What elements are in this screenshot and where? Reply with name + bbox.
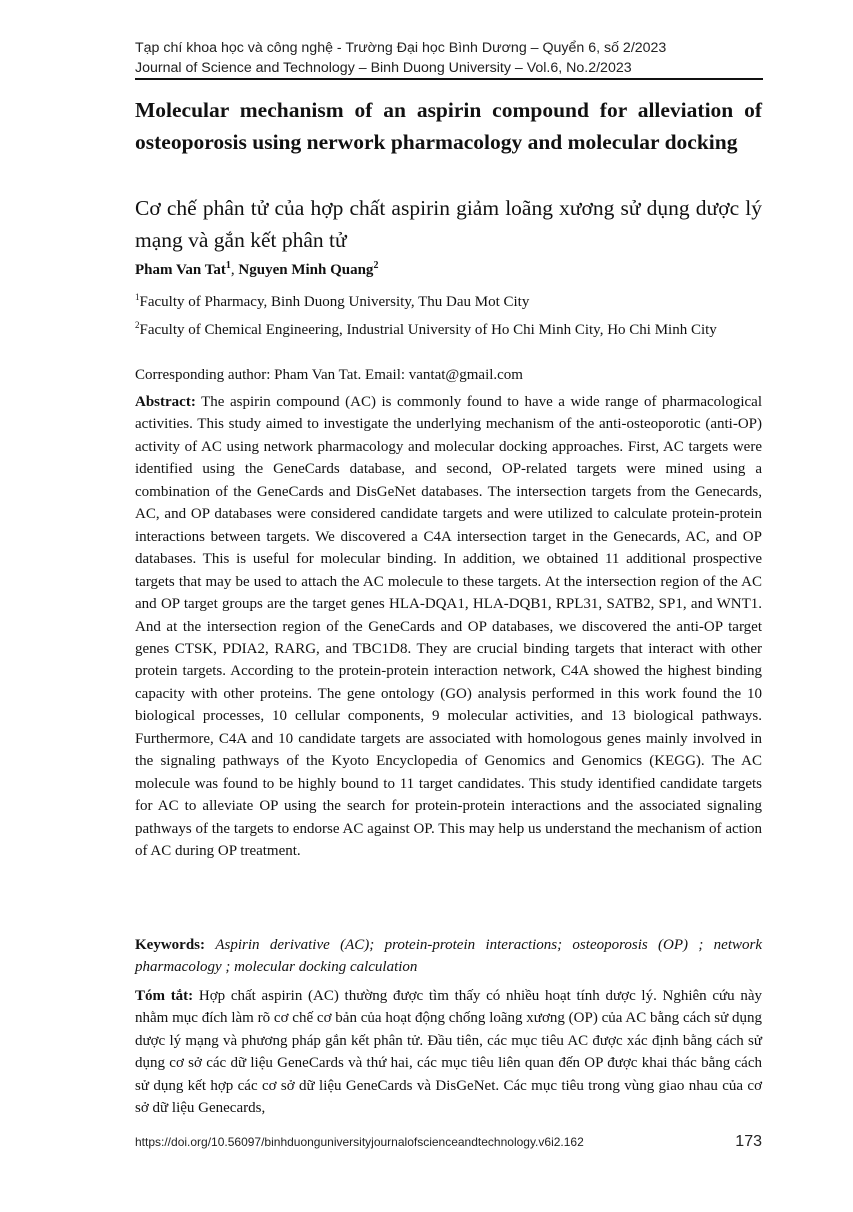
abstract-label: Abstract: xyxy=(135,394,196,410)
page-number: 173 xyxy=(735,1133,762,1150)
keywords xyxy=(135,934,762,979)
author-name: Nguyen Minh Quang xyxy=(238,262,374,278)
tom-tat-label: Tóm tắt: xyxy=(135,988,194,1004)
abstract-text: The aspirin compound (AC) is commonly found to have a wide range of pharmacological activities. This study aimed to investigate the underlying mechanism of the anti-osteoporotic (anti-OP) activity of AC using network pharmacology and molecular docking approaches. First, AC targets were identified using the GeneCards database, and second, OP-related targets were mined using a combination of the GeneCards and DisGeNet databases. The intersection targets from the Genecards, AC, and OP databases were considered candidate targets and were utilized to calculate protein-protein interactions between targets. We discovered a C4A intersection target in the Genecards, AC, and OP databases. This is useful for molecular binding. In addition, we obtained 11 additional prospective targets that may be used to attach the AC molecule to these targets. At the intersection region of the AC and OP target groups are the target genes HLA-DQA1, HLA-DQB1, RPL31, SATB2, SP1, and WNT1. And at the intersection region of the GeneCards and OP databases, we discovered the anti-OP target genes CTSK, PDIA2, RARG, and TBC1D8. They are crucial binding targets that interact with other protein targets. According to the protein-protein interaction network, C4A showed the highest binding capacity with other proteins. The gene ontology (GO) analysis performed in this work found the 10 biological processes, 10 cellular components, 9 molecular activities, and 13 biological pathways. Furthermore, C4A and 10 candidate targets are associated with homologous genes mainly involved in the signaling pathways of the Kyoto Encyclopedia of Genomics and Genomics (KEGG). The AC molecule was found to be highly bound to 11 target candidates. This study identified candidate targets for AC to alleviate OP using the search for protein-protein interactions and the associated signaling pathways of the targets to endorse AC against OP. This may help us understand the mechanism of action of AC during OP treatment. xyxy=(135,394,762,860)
author-list xyxy=(135,260,378,279)
affiliation xyxy=(135,314,762,342)
affiliation xyxy=(135,286,762,314)
affiliation-text: Faculty of Pharmacy, Binh Duong University, Thu Dau Mot City xyxy=(139,294,530,310)
author-affiliation-mark: 1 xyxy=(225,260,231,271)
affiliation-number: 1 xyxy=(135,292,140,302)
keywords-text: Aspirin derivative (AC); protein-protein interactions; osteoporosis (OP) ; network pharmacology ; molecular docking calculation xyxy=(135,937,762,976)
corresponding-author: Corresponding author: Pham Van Tat. Email: vantat@gmail.com xyxy=(135,367,523,383)
tom-tat-text: Hợp chất aspirin (AC) thường được tìm thấy có nhiều hoạt tính dược lý. Nghiên cứu này nhằm mục đích làm rõ cơ chế cơ bản của hoạt động chống loãng xương (OP) của AC bằng cách sử dụng dược lý mạng và phương pháp gắn kết phân tử. Đầu tiên, các mục tiêu AC được xác định bằng cách sử dụng cơ sở các dữ liệu GeneCards và thứ hai, các mục tiêu liên quan đến OP được khai thác bằng cách sử dụng kết hợp các cơ sở dữ liệu GeneCards và DisGeNet. Các mục tiêu trong vùng giao nhau của cơ sở dữ liệu Genecards, xyxy=(135,988,763,1117)
journal-header-en: Journal of Science and Technology – Binh Duong University – Vol.6, No.2/2023 xyxy=(135,60,632,76)
vietnamese-abstract xyxy=(135,985,762,1120)
journal-header xyxy=(135,38,762,78)
doi-link[interactable]: https://doi.org/10.56097/binhduonguniversityjournalofscienceandtechnology.v6i2.162 xyxy=(135,1135,584,1149)
page-footer xyxy=(135,1135,762,1149)
journal-header-vi: Tạp chí khoa học và công nghệ - Trường Đại học Bình Dương – Quyển 6, số 2/2023 xyxy=(135,40,667,56)
abstract xyxy=(135,391,762,863)
author-separator: , xyxy=(230,262,239,278)
affiliation-number: 2 xyxy=(135,320,140,330)
author-affiliation-mark: 2 xyxy=(373,260,379,271)
paper-title-vietnamese: Cơ chế phân tử của hợp chất aspirin giảm loãng xương sử dụng dược lý mạng và gắn kết phân tử xyxy=(135,196,762,252)
author-name: Pham Van Tat xyxy=(135,262,226,278)
header-rule xyxy=(135,78,763,80)
keywords-label: Keywords: xyxy=(135,937,205,953)
paper-title: Molecular mechanism of an aspirin compound for alleviation of osteoporosis using nerwork pharmacology and molecular docking xyxy=(135,98,762,154)
affiliation-text: Faculty of Chemical Engineering, Industrial University of Ho Chi Minh City, Ho Chi Minh City xyxy=(139,322,717,338)
